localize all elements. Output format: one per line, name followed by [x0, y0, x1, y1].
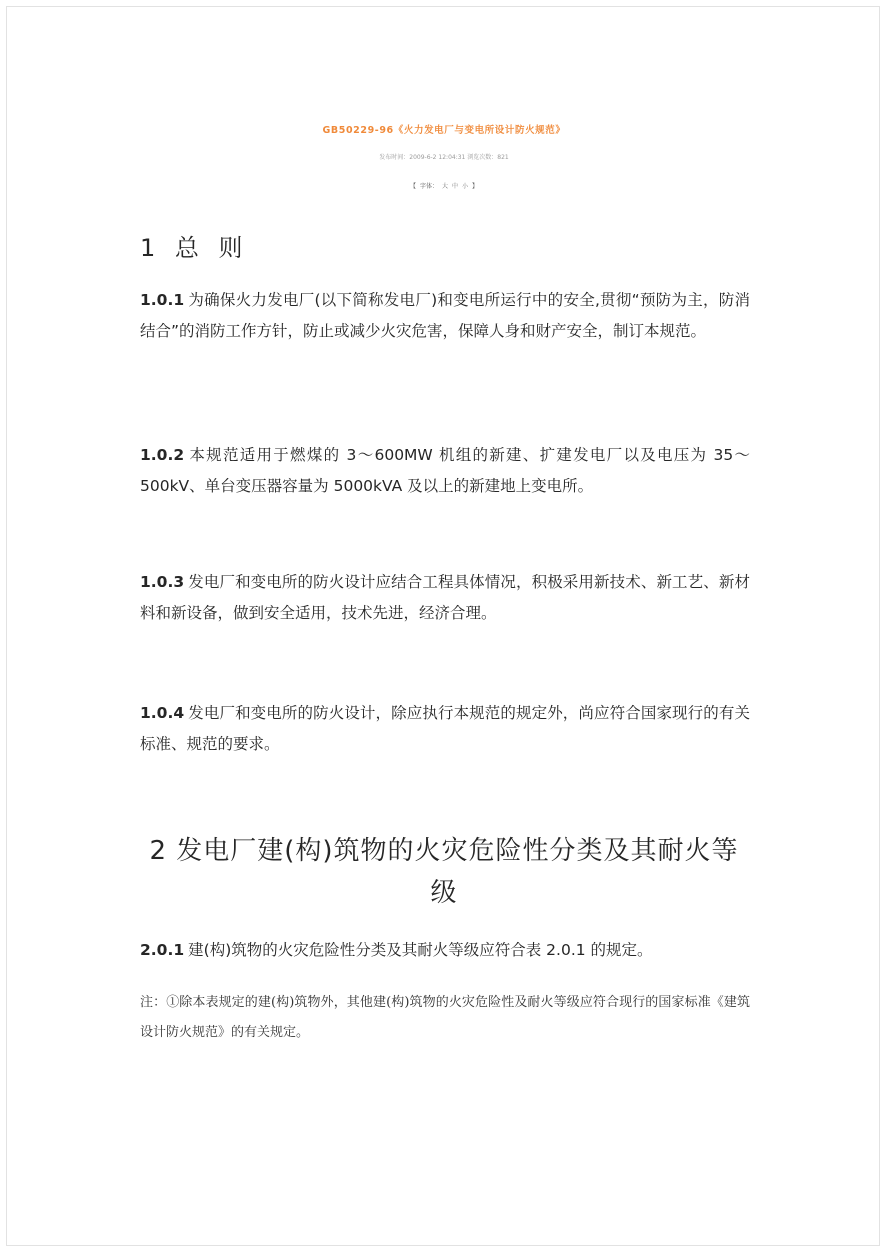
font-size-open-bracket: 【 [409, 183, 416, 190]
font-size-close-bracket: 】 [472, 183, 479, 190]
clause-2-0-1 [140, 935, 750, 966]
font-size-small-link[interactable]: 小 [462, 183, 469, 190]
document-title: GB50229-96《火力发电厂与变电所设计防火规范》 [322, 125, 566, 136]
font-size-medium-link[interactable]: 中 [452, 183, 459, 190]
font-size-control [0, 181, 888, 190]
clause-1-0-4 [140, 698, 750, 760]
section-2-heading: 2 发电厂建(构)筑物的火灾危险性分类及其耐火等级 [149, 836, 739, 908]
clause-1-0-1 [140, 285, 750, 347]
publish-meta: 发布时间：2009-6-2 12:04:31 浏览次数：821 [379, 154, 509, 161]
clause-text: 为确保火力发电厂(以下简称发电厂)和变电所运行中的安全,贯彻“预防为主，防消结合”的消防工作方针，防止或减少火灾危害，保障人身和财产安全，制订本规范。 [140, 291, 750, 340]
section-1-heading: 1 总 则 [140, 234, 249, 262]
clause-number: 1.0.2 [140, 446, 185, 464]
section-2-note: 注：①除本表规定的建(构)筑物外，其他建(构)筑物的火灾危险性及耐火等级应符合现行的国家标准《建筑设计防火规范》的有关规定。 [140, 995, 750, 1040]
clause-number: 1.0.3 [140, 573, 185, 591]
clause-number: 1.0.1 [140, 291, 185, 309]
clause-text: 发电厂和变电所的防火设计，除应执行本规范的规定外，尚应符合国家现行的有关标准、规范的要求。 [140, 704, 750, 753]
clause-text: 本规范适用于燃煤的 3～600MW 机组的新建、扩建发电厂以及电压为 35～500kV、单台变压器容量为 5000kVA 及以上的新建地上变电所。 [140, 446, 750, 495]
clause-1-0-3 [140, 567, 750, 629]
clause-number: 1.0.4 [140, 704, 185, 722]
clause-number: 2.0.1 [140, 941, 185, 959]
font-size-large-link[interactable]: 大 [441, 183, 448, 190]
clause-text: 发电厂和变电所的防火设计应结合工程具体情况，积极采用新技术、新工艺、新材料和新设备，做到安全适用，技术先进，经济合理。 [140, 573, 750, 622]
font-size-label: 字体： [419, 183, 438, 190]
clause-text: 建(构)筑物的火灾危险性分类及其耐火等级应符合表 2.0.1 的规定。 [188, 941, 653, 959]
clause-1-0-2 [140, 440, 750, 502]
